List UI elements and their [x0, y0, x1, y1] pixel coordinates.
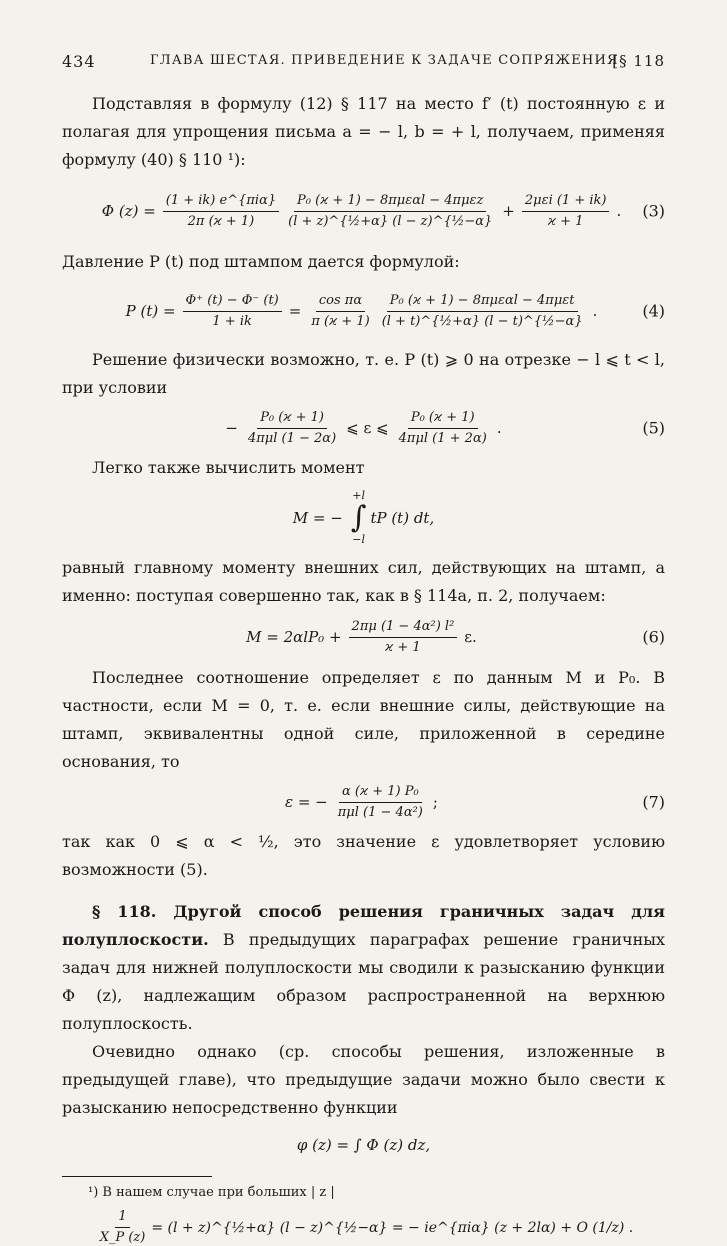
running-head [62, 52, 665, 76]
eq4-end: . [592, 302, 598, 320]
moment-integrand: tP (t) dt, [370, 509, 435, 527]
eq3-f1-den: 2π (ϰ + 1) [187, 213, 255, 229]
integral-sign [351, 490, 367, 546]
paragraph-1: Подставляя в формулу (12) § 117 на место f′ (t) постоянную ε и полагая для упрощения письма a = − l, b = + l, получаем, применяя формулу (40) § 110 ¹): [62, 94, 665, 169]
eq5-fraction-1 [245, 410, 339, 447]
footnote-rhs: = (l + z)^{½+α} (l − z)^{½−α} = − ie^{πiα} (z + 2lα) + O (1/z) . [151, 1219, 634, 1236]
eq5-f2-den: 4πμl (1 + 2α) [398, 430, 487, 446]
eq4-fraction-3 [379, 293, 586, 330]
eq3-tag: (3) [642, 201, 665, 221]
footnote-equation [62, 1209, 665, 1246]
integral-lower-limit: −l [352, 533, 365, 546]
eq3-end: . [616, 202, 622, 220]
eq5-f1-num: P₀ (ϰ + 1) [257, 410, 327, 429]
eq6-lhs: M = 2αlP₀ + [246, 628, 342, 646]
eq5-middle: ⩽ ε ⩽ [346, 419, 389, 437]
paragraph-3: Решение физически возможно, т. е. P (t) ⩾ 0 на отрезке − l ⩽ t < l, при условии [62, 350, 665, 397]
footnote-rule [62, 1176, 212, 1177]
eq5-f2-num: P₀ (ϰ + 1) [408, 410, 478, 429]
eq3-lhs: Φ (z) = [101, 202, 156, 220]
page-number: 434 [62, 52, 96, 71]
footnote-fraction [97, 1209, 149, 1246]
paragraph-9: Очевидно однако (ср. способы решения, изложенные в предыдущей главе), что предыдущие задачи можно было свести к разысканию непосредственно функции [62, 1042, 665, 1117]
eq3-fraction-2 [285, 193, 495, 230]
eq5-f1-den: 4πμl (1 − 2α) [247, 430, 337, 446]
equation-3 [62, 178, 665, 244]
eq4-f1-den: 1 + ik [212, 313, 252, 329]
eq4-tag: (4) [642, 301, 665, 321]
moment-lhs: M = − [292, 509, 343, 527]
paragraph-7: так как 0 ⩽ α < ½, это значение ε удовлетворяет условию возможности (5). [62, 832, 665, 879]
eq5-fraction-2 [396, 410, 490, 447]
eq7-f-num: α (ϰ + 1) P₀ [339, 784, 422, 803]
eq6-fraction [349, 619, 458, 656]
eq3-f2-num: P₀ (ϰ + 1) − 8πμεαl − 4πμεz [294, 193, 486, 212]
equation-4 [62, 280, 665, 342]
integral-upper-limit: +l [352, 489, 365, 502]
eq3-f3-num: 2μεi (1 + ik) [522, 193, 610, 212]
eq4-f1-num: Φ⁺ (t) − Φ⁻ (t) [183, 293, 282, 312]
equation-6 [62, 614, 665, 660]
equation-7 [62, 780, 665, 824]
eq7-tag: (7) [642, 792, 665, 812]
eq3-fraction-1 [163, 193, 279, 230]
eq5-end: . [496, 419, 502, 437]
paragraph-4: Легко также вычислить момент [92, 458, 365, 477]
eq5-tag: (5) [642, 418, 665, 438]
eq6-f-den: ϰ + 1 [385, 639, 421, 655]
equation-moment [62, 486, 665, 550]
eq4-equals: = [288, 302, 302, 320]
eq4-f3-num: P₀ (ϰ + 1) − 8πμεαl − 4πμεt [387, 293, 578, 312]
footnote-f-den: X_P (z) [99, 1230, 146, 1245]
section-118-heading: § 118. Другой способ решения граничных задач для полуплоскости. [62, 902, 665, 949]
eq4-lhs: P (t) = [125, 302, 176, 320]
eq6-end: ε. [464, 628, 477, 646]
equation-phi [62, 1126, 665, 1164]
paragraph-8 [62, 898, 665, 1038]
eq7-f-den: πμl (1 − 4α²) [337, 804, 423, 820]
eq4-fraction-2 [308, 293, 372, 330]
eq4-f3-den: (l + t)^{½+α} (l − t)^{½−α} [381, 313, 583, 329]
eq5-minus: − [225, 419, 238, 437]
paragraph-6: Последнее соотношение определяет ε по данным M и P₀. В частности, если M = 0, т. е. если внешние силы, действующие на штамп, эквивалентны одной силе, приложенной в середине основания, то [62, 668, 665, 771]
footnote-text: ¹) В нашем случае при больших | z | [88, 1185, 335, 1200]
paragraph-2: Давление P (t) под штампом дается формулой: [62, 252, 460, 271]
phi-equation: φ (z) = ∫ Φ (z) dz, [296, 1136, 431, 1154]
eq6-f-num: 2πμ (1 − 4α²) l² [349, 619, 458, 638]
eq7-end: ; [432, 793, 438, 811]
eq4-f2-den: π (ϰ + 1) [311, 313, 370, 329]
integral-icon: ∫ [350, 500, 367, 535]
section-reference: [§ 118 [612, 52, 665, 70]
equation-5 [62, 406, 665, 450]
eq4-fraction-1 [183, 293, 282, 330]
eq3-f1-num: (1 + ik) e^{πiα} [163, 193, 279, 212]
eq3-f2-den: (l + z)^{½+α} (l − z)^{½−α} [288, 213, 493, 229]
eq3-fraction-3 [522, 193, 610, 230]
chapter-title: ГЛАВА ШЕСТАЯ. ПРИВЕДЕНИЕ К ЗАДАЧЕ СОПРЯЖЕНИЯ [150, 53, 619, 68]
footnote-f-num: 1 [115, 1209, 129, 1228]
eq3-f3-den: ϰ + 1 [547, 213, 584, 229]
eq4-f2-num: cos πα [316, 293, 365, 312]
section-118-text: В предыдущих параграфах решение граничных задач для нижней полуплоскости мы сводили к разысканию функции Φ (z), надлежащим образом распространенной на верхнюю полуплоскость. [62, 930, 665, 1033]
paragraph-5: равный главному моменту внешних сил, действующих на штамп, а именно: поступая совершенно так, как в § 114а, п. 2, получаем: [62, 558, 665, 605]
eq3-plus: + [502, 202, 515, 220]
eq7-fraction [335, 784, 426, 821]
eq7-lhs: ε = − [285, 793, 328, 811]
eq6-tag: (6) [642, 627, 665, 647]
